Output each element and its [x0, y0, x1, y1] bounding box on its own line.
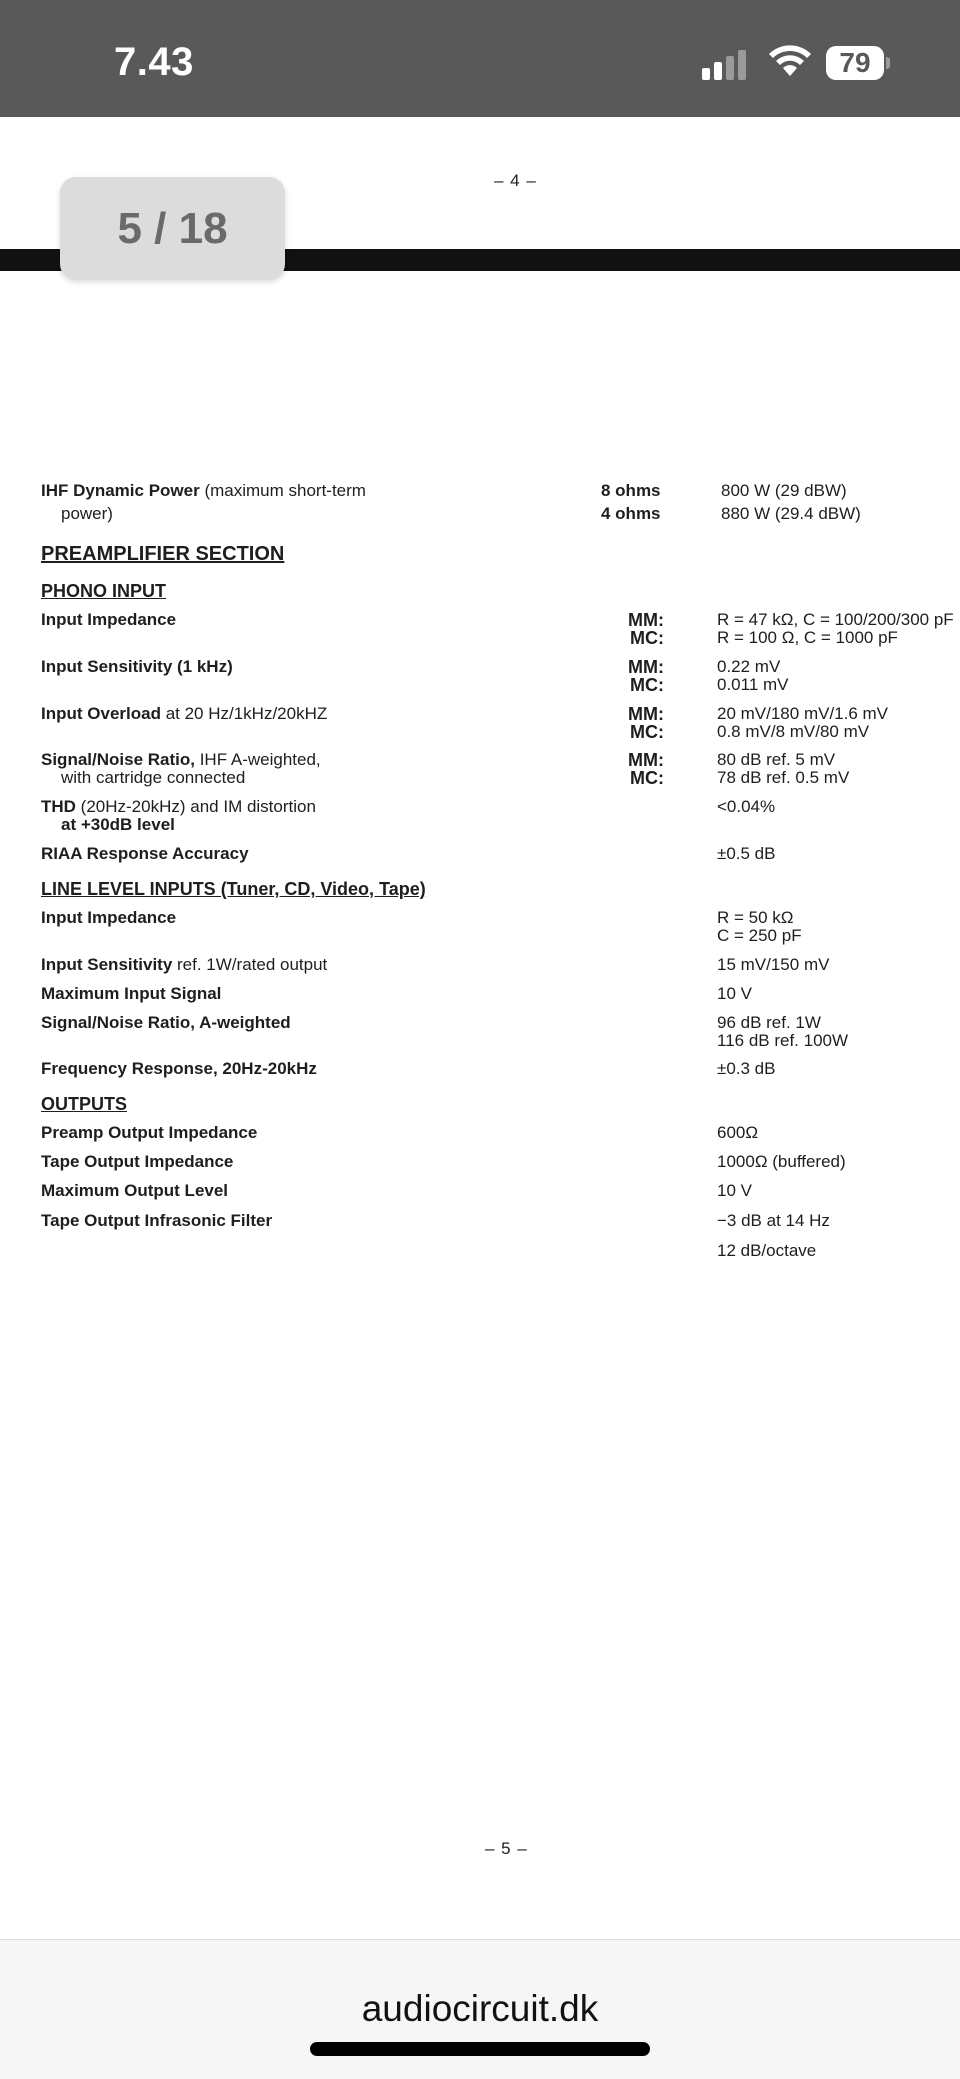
page-indicator[interactable]: [60, 177, 285, 280]
spec-label: Maximum Output Level: [41, 1181, 229, 1200]
thd-label-line2: at +30dB level: [61, 815, 175, 834]
spec-value: 20 mV/180 mV/1.6 mV: [717, 704, 889, 723]
filter-slope-value: 12 dB/octave: [717, 1241, 817, 1260]
dynamic-power-label: IHF Dynamic Power (maximum short-term: [41, 481, 366, 500]
spec-value: R = 100 Ω, C = 1000 pF: [717, 628, 898, 647]
address-bar-url[interactable]: audiocircuit.dk: [361, 1988, 599, 2029]
load-4-ohms: 4 ohms: [601, 504, 661, 523]
status-bar: [0, 0, 960, 117]
spec-value: 116 dB ref. 100W: [717, 1031, 849, 1050]
battery-icon: [826, 46, 890, 80]
spec-value: ±0.3 dB: [717, 1059, 776, 1078]
spec-value: 96 dB ref. 1W: [717, 1013, 821, 1032]
spec-label: Input Sensitivity ref. 1W/rated output: [41, 955, 328, 974]
thd-label: THD (20Hz-20kHz) and IM distortion: [41, 797, 316, 816]
spec-value: 0.011 mV: [717, 675, 789, 694]
dynamic-power-value-8: 800 W (29 dBW): [721, 481, 847, 500]
spec-label: Tape Output Impedance: [41, 1152, 234, 1171]
spec-label: Tape Output Infrasonic Filter: [41, 1211, 273, 1230]
spec-value: 0.22 mV: [717, 657, 781, 676]
mm-label: MM:: [628, 657, 664, 677]
spec-label: Input Impedance: [41, 610, 177, 629]
spec-value: 1000Ω (buffered): [717, 1152, 846, 1171]
riaa-label: RIAA Response Accuracy: [41, 844, 249, 863]
clock: 7.43: [114, 40, 194, 84]
spec-value: 600Ω: [717, 1123, 759, 1142]
spec-label: Maximum Input Signal: [41, 984, 222, 1003]
spec-label: Input Overload at 20 Hz/1kHz/20kHZ: [41, 704, 328, 723]
mm-label: MM:: [628, 750, 664, 770]
home-indicator[interactable]: [310, 2042, 650, 2056]
subsection-heading-line-level: LINE LEVEL INPUTS (Tuner, CD, Video, Tape): [41, 879, 426, 899]
cellular-signal-icon: [700, 48, 750, 82]
mm-label: MM:: [628, 704, 664, 724]
spec-label: Signal/Noise Ratio, A-weighted: [41, 1013, 291, 1032]
thd-value: <0.04%: [717, 797, 776, 816]
wifi-icon: [768, 44, 812, 78]
spec-label: Preamp Output Impedance: [41, 1123, 258, 1142]
page-number-top: – 4 –: [494, 171, 537, 190]
spec-value: 15 mV/150 mV: [717, 955, 830, 974]
spec-value: R = 47 kΩ, C = 100/200/300 pF: [717, 610, 954, 629]
section-heading-preamplifier: PREAMPLIFIER SECTION: [41, 543, 285, 565]
page-number-bottom: – 5 –: [485, 1839, 528, 1858]
load-8-ohms: 8 ohms: [601, 481, 661, 500]
spec-value: 0.8 mV/8 mV/80 mV: [717, 722, 870, 741]
mm-label: MM:: [628, 610, 664, 630]
mc-label: MC:: [630, 628, 664, 648]
mc-label: MC:: [630, 722, 664, 742]
spec-value: 78 dB ref. 0.5 mV: [717, 768, 850, 787]
battery-level-text: 79: [839, 47, 871, 78]
spec-value: 10 V: [717, 984, 752, 1003]
spec-value: 10 V: [717, 1181, 752, 1200]
spec-label: Input Impedance: [41, 908, 177, 927]
spec-value: −3 dB at 14 Hz: [717, 1211, 830, 1230]
spec-label: Frequency Response, 20Hz-20kHz: [41, 1059, 317, 1078]
dynamic-power-label-line2: power): [61, 504, 113, 523]
spec-value: 80 dB ref. 5 mV: [717, 750, 836, 769]
spec-value: C = 250 pF: [717, 926, 802, 945]
spec-value: R = 50 kΩ: [717, 908, 794, 927]
page-indicator-text: 5 / 18: [117, 204, 228, 253]
subsection-heading-outputs: OUTPUTS: [41, 1094, 128, 1114]
browser-bottom-bar: [0, 1939, 960, 2079]
spec-label: Input Sensitivity (1 kHz): [41, 657, 233, 676]
subsection-heading-phono: PHONO INPUT: [41, 581, 167, 601]
riaa-value: ±0.5 dB: [717, 844, 776, 863]
spec-label: Signal/Noise Ratio, IHF A-weighted,: [41, 750, 321, 769]
pdf-document[interactable]: [0, 117, 960, 1939]
mc-label: MC:: [630, 768, 664, 788]
mc-label: MC:: [630, 675, 664, 695]
dynamic-power-value-4: 880 W (29.4 dBW): [721, 504, 861, 523]
spec-label-line2: with cartridge connected: [61, 768, 246, 787]
